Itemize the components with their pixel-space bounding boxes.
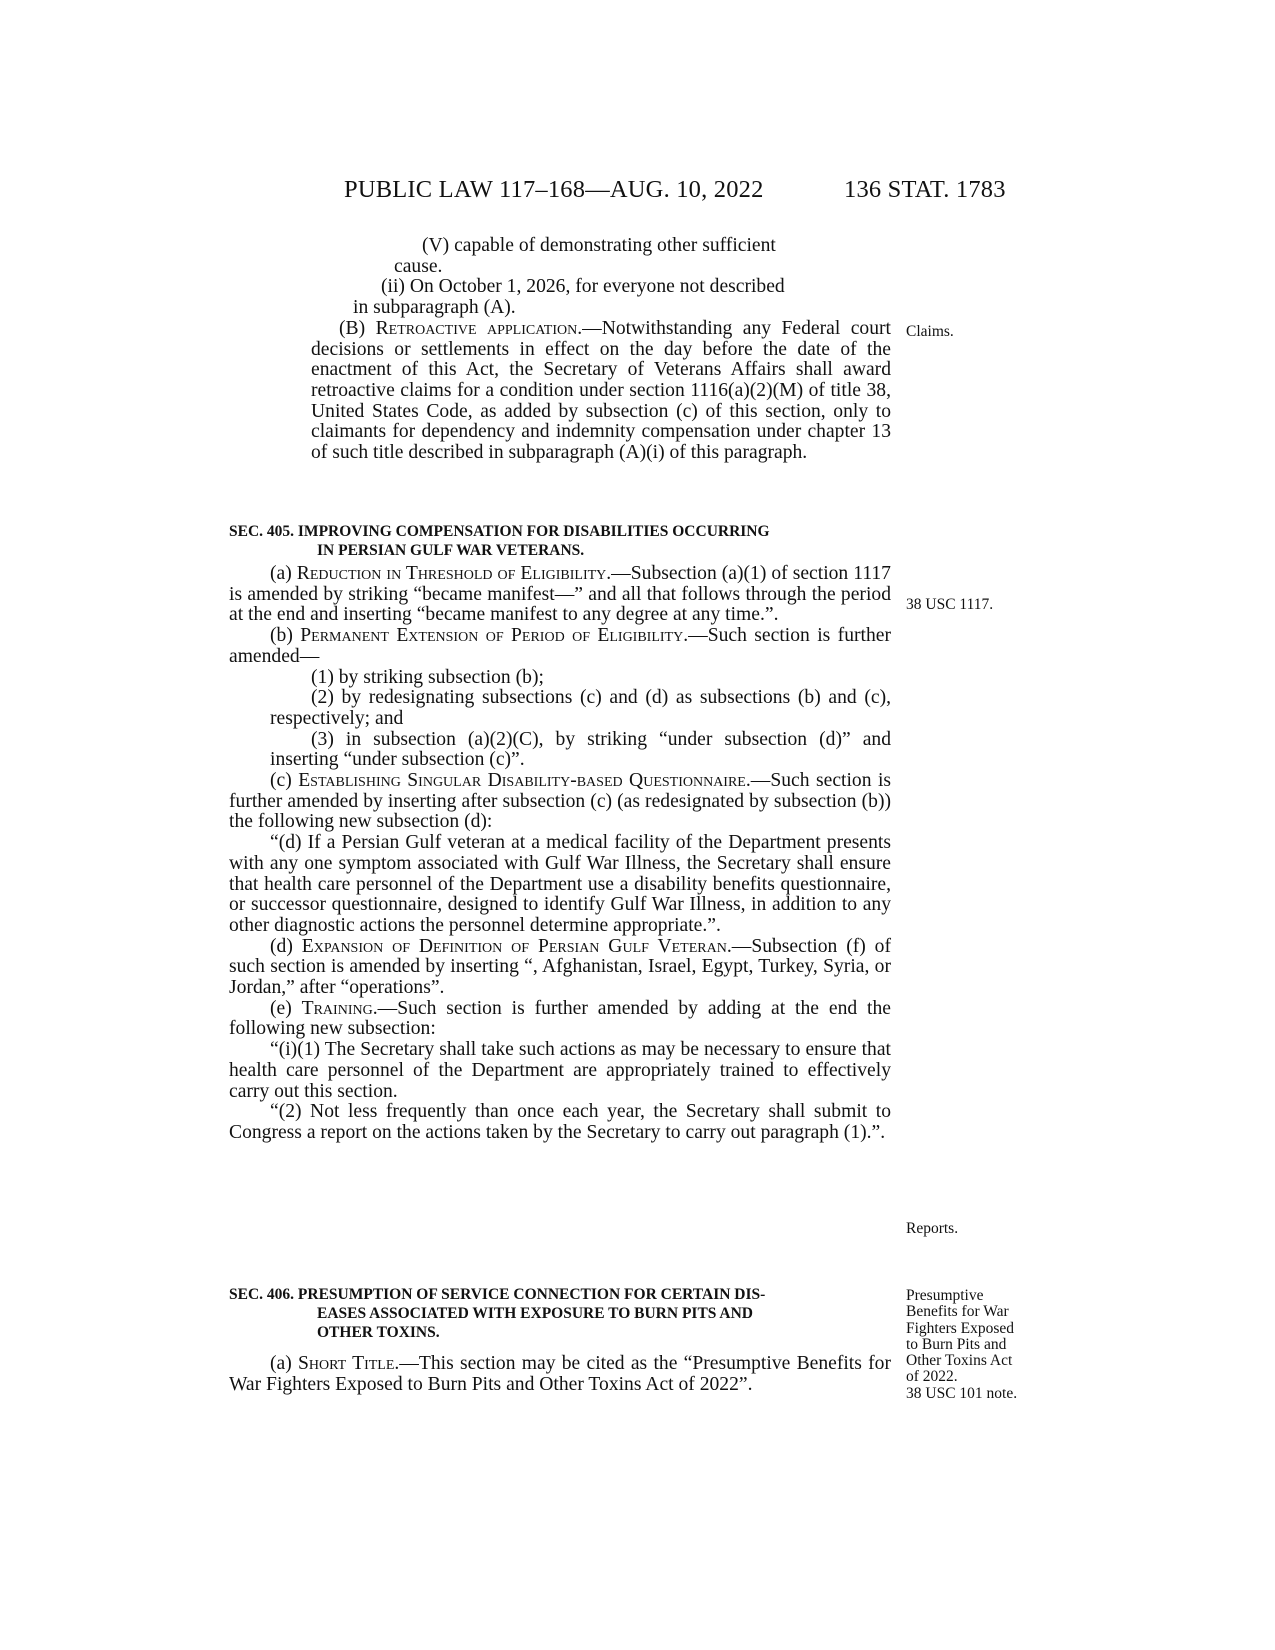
subsection-405-a-text: .—Subsection (a)(1) of section 1117 is amended by striking “became manifest—” and all that follows through the period at the end and inserting “became manifest to any degree at any time.”. [229, 563, 891, 626]
margin-note-short-title-line1: Presumptive [906, 1287, 984, 1304]
margin-note-short-title-line4: to Burn Pits and [906, 1335, 1007, 1353]
margin-note-short-title-line3: Fighters Exposed [906, 1319, 1015, 1337]
subsection-405-b-label: (b) [270, 625, 301, 647]
subsection-405-c-heading: Establishing Singular Disability-based Questionnaire [298, 770, 746, 792]
section-405-heading-line2: IN PERSIAN GULF WAR VETERANS. [317, 542, 585, 559]
quoted-subsection-d: “(d) If a Persian Gulf veteran at a medical facility of the Department presents with any one symptom associated with Gulf War Illness, the Secretary shall ensure that health care personnel of the Department use a disability benefits questionnaire, or successor questionnaire, designed to identify Gulf War Illness, in addition to any other diagnostic actions the personnel determine appropriate.”. [229, 832, 891, 936]
subsection-406-a-text: .—This section may be cited as the “Presumptive Benefits for War Fighters Exposed to Burn Pits and Other Toxins Act of 2022”. [229, 1353, 891, 1395]
subpara-b-heading: Retroactive application [375, 317, 578, 339]
subpara-b-retroactive [229, 319, 891, 464]
margin-note-38-usc-101-note: 38 USC 101 note. [906, 1384, 1018, 1402]
section-405-body [229, 564, 891, 1144]
subsection-405-b-heading: Permanent Extension of Period of Eligibility [300, 625, 684, 647]
subsection-405-d-heading: Expansion of Definition of Persian Gulf Veteran [301, 935, 727, 957]
section-406-heading-line2: EASES ASSOCIATED WITH EXPOSURE TO BURN PITS AND [317, 1305, 753, 1322]
subsection-405-e-heading: Training [301, 997, 373, 1019]
quoted-subsection-i-1: “(i)(1) The Secretary shall take such actions as may be necessary to ensure that health care personnel of the Department are appropriately trained to effectively carry out this section. [229, 1039, 891, 1102]
subsection-405-a-heading: Reduction in Threshold of Eligibility [296, 563, 607, 584]
subsection-405-b [229, 626, 891, 667]
section-405-heading-line1: SEC. 405. IMPROVING COMPENSATION FOR DISABILITIES OCCURRING [229, 523, 770, 540]
subsection-405-e [229, 999, 891, 1040]
margin-note-short-title-line6: of 2022. [906, 1368, 958, 1386]
subsection-405-b-text: .—Such section is further amended— [229, 625, 891, 667]
subsection-405-d-text: .—Subsection (f) of such section is amended by inserting “, Afghanistan, Israel, Egypt, Turkey, Syria, or Jordan,” after “operations”. [229, 935, 892, 999]
subsection-405-c [229, 771, 891, 833]
subsection-405-a-label: (a) [270, 563, 297, 584]
clause-ii-line1: (ii) On October 1, 2026, for everyone not described [381, 276, 785, 298]
clause-ii-line2: in subparagraph (A). [353, 297, 516, 319]
subpara-b-text: .—Notwithstanding any Federal court decisions or settlements in effect on the day before the date of the enactment of this Act, the Secretary of Veterans Affairs shall award retroactive claims for a condition under section 1116(a)(2)(M) of title 38, United States Code, as added by subsection (c) of this section, only to claimants for dependency and indemnity compensation under chapter 13 of such title described in subparagraph (A)(i) of this paragraph. [311, 317, 891, 464]
section-405-heading [229, 522, 891, 560]
section-406-heading [229, 1285, 891, 1342]
subsection-405-e-label: (e) [270, 997, 302, 1019]
section-406-body [229, 1354, 891, 1395]
section-406-heading-line3: OTHER TOXINS. [317, 1324, 440, 1341]
subpara-b-label: (B) [339, 317, 376, 339]
subsection-405-c-text: .—Such section is further amended by inserting after subsection (c) (as redesignated by subsection (b)) the following new subsection (d): [229, 770, 892, 833]
subsection-405-d-label: (d) [270, 935, 302, 957]
clause-v-line1: (V) capable of demonstrating other sufficient [422, 235, 776, 256]
subsection-405-d [229, 937, 891, 999]
paragraph-405-b-3: (3) in subsection (a)(2)(C), by striking “under subsection (d)” and inserting “under subsection (c)”. [270, 728, 891, 771]
quoted-subsection-i-2: “(2) Not less frequently than once each year, the Secretary shall submit to Congress a report on the actions taken by the Secretary to carry out paragraph (1).”. [229, 1101, 891, 1143]
paragraph-405-b-1: (1) by striking subsection (b); [311, 666, 544, 688]
section-406-heading-line1: SEC. 406. PRESUMPTION OF SERVICE CONNECTION FOR CERTAIN DIS- [229, 1286, 766, 1303]
page-number: 136 STAT. 1783 [844, 176, 1006, 203]
continuation-block [229, 236, 891, 464]
margin-note-claims: Claims. [906, 323, 954, 340]
margin-note-reports: Reports. [906, 1220, 959, 1237]
margin-note-38-usc-1117: 38 USC 1117. [906, 596, 994, 613]
margin-note-short-title [906, 1288, 1046, 1402]
margin-note-short-title-line2: Benefits for War [906, 1303, 1009, 1321]
subsection-406-a [229, 1354, 891, 1395]
clause-v-line2: cause. [394, 255, 443, 277]
subsection-406-a-heading: Short Title [298, 1353, 395, 1374]
margin-note-short-title-line5: Other Toxins Act [906, 1352, 1013, 1370]
subsection-405-a [229, 564, 891, 626]
subsection-405-e-text: .—Such section is further amended by adding at the end the following new subsection: [229, 997, 891, 1040]
subsection-406-a-label: (a) [270, 1353, 299, 1374]
subsection-405-c-label: (c) [270, 770, 299, 792]
paragraph-405-b-2: (2) by redesignating subsections (c) and (d) as subsections (b) and (c), respectively; and [270, 687, 891, 729]
running-head-title: PUBLIC LAW 117–168—AUG. 10, 2022 [344, 176, 764, 203]
